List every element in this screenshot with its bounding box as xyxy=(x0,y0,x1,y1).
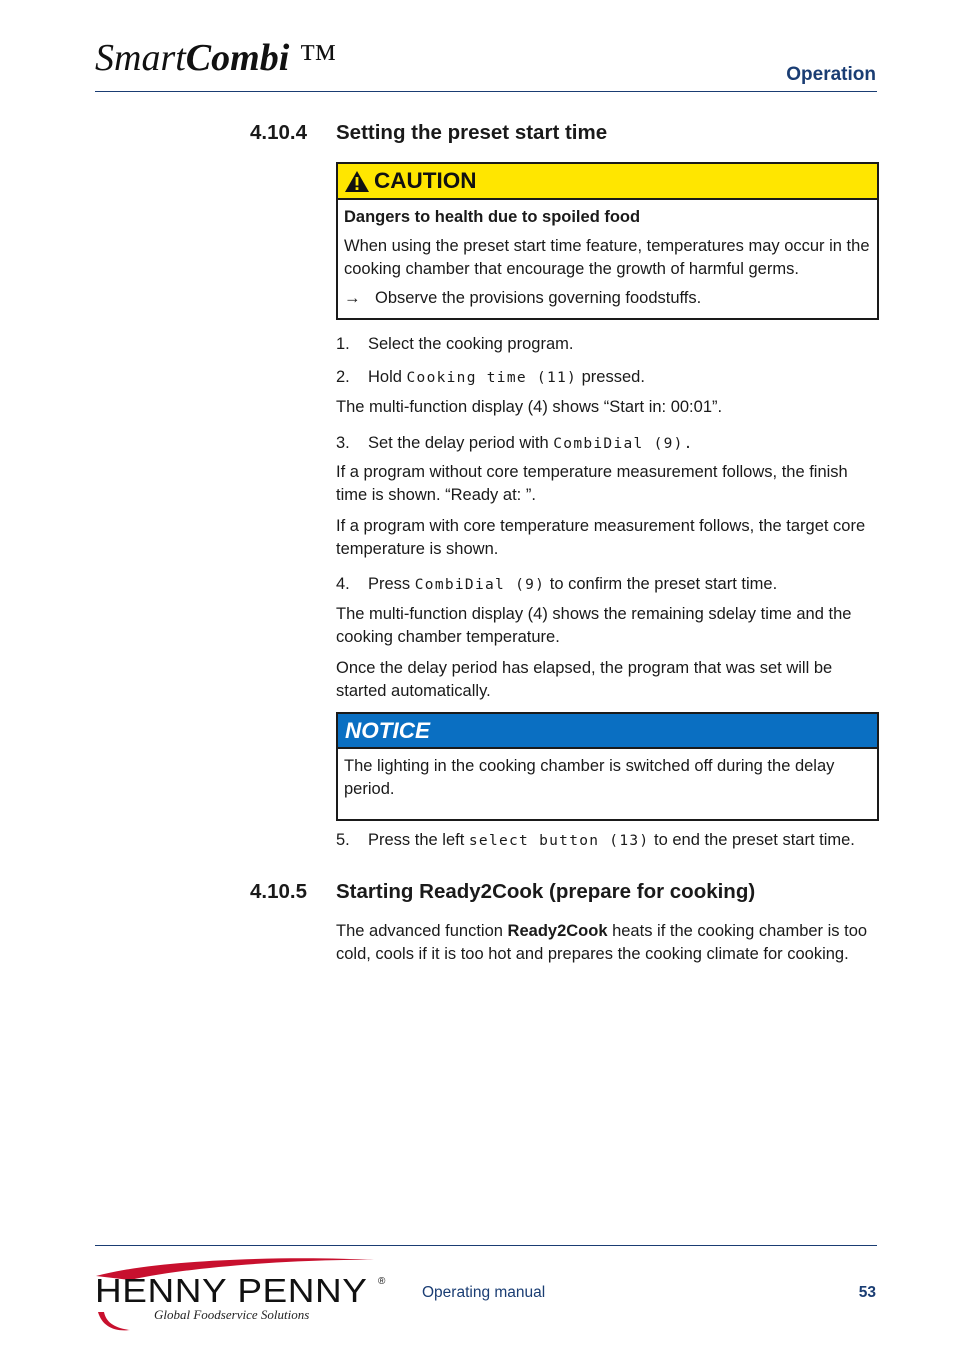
caution-body xyxy=(338,200,877,318)
notice-box xyxy=(336,712,879,821)
step-5 xyxy=(336,829,881,852)
step-3 xyxy=(336,432,881,455)
step-3-note-b: If a program with core temperature measurement follows, the target core temperature is shown. xyxy=(336,517,866,558)
page-number: 53 xyxy=(858,1284,876,1301)
section-title: Setting the preset start time xyxy=(336,121,608,144)
step-number: 3. xyxy=(336,434,350,452)
notice-body xyxy=(338,749,877,819)
control-reference: CombiDial (9). xyxy=(553,436,694,452)
step-number: 4. xyxy=(336,575,350,593)
caution-instruction-row xyxy=(344,287,871,310)
caution-heading: Dangers to health due to spoiled food xyxy=(344,208,641,226)
step-4-note-b: Once the delay period has elapsed, the program that was set will be started automatically. xyxy=(336,659,833,700)
step-4 xyxy=(336,573,881,596)
caution-title: CAUTION xyxy=(374,168,477,193)
control-reference: select button (13) xyxy=(468,833,650,849)
caution-text: When using the preset start time feature, temperatures may occur in the cooking chamber that encourage the growth of harmful germs. xyxy=(344,237,870,278)
logo-wordmark: HENNY PENNY xyxy=(95,1272,368,1309)
step-text: Hold xyxy=(368,368,407,386)
step-number: 2. xyxy=(336,368,350,386)
registered-mark: ® xyxy=(378,1276,386,1287)
ready2cook-paragraph xyxy=(336,920,881,965)
footer-manual-label: Operating manual xyxy=(422,1284,546,1301)
step-number: 5. xyxy=(336,831,350,849)
feature-name: Ready2Cook xyxy=(507,922,608,940)
notice-title: NOTICE xyxy=(345,717,431,743)
paragraph-text: The advanced function xyxy=(336,922,508,940)
step-number: 1. xyxy=(336,335,350,353)
control-reference: Cooking time (11) xyxy=(406,370,578,386)
henny-penny-logo xyxy=(92,1256,392,1334)
step-text: to end the preset start time. xyxy=(649,831,855,849)
step-text: Select the cooking program. xyxy=(368,335,574,353)
step-2 xyxy=(336,366,881,389)
section-heading-4-10-5 xyxy=(250,880,755,904)
step-3-note-a: If a program without core temperature measurement follows, the finish time is shown. “Ready at: ”. xyxy=(336,463,848,504)
warning-triangle-icon xyxy=(344,170,370,193)
control-reference: CombiDial (9) xyxy=(414,577,546,593)
caution-instruction: Observe the provisions governing foodstuffs. xyxy=(375,289,702,307)
step-1 xyxy=(336,333,881,355)
section-number: 4.10.4 xyxy=(250,121,307,144)
logo-tagline: Global Foodservice Solutions xyxy=(154,1307,310,1322)
paragraph-text: heats if the cooking chamber is too cold, cools if it is too hot and prepares the cooking climate for cooking. xyxy=(336,922,868,963)
section-title: Starting Ready2Cook (prepare for cooking) xyxy=(336,880,756,903)
step-2-note: The multi-function display (4) shows “Start in: 00:01”. xyxy=(336,398,723,416)
step-text: Set the delay period with xyxy=(368,434,554,452)
caution-header xyxy=(338,164,877,200)
notice-header xyxy=(338,714,877,749)
section-number: 4.10.5 xyxy=(250,880,307,903)
brand-title: SmartCombi ™ xyxy=(95,37,337,79)
step-text: Press the left xyxy=(368,831,469,849)
arrow-right-icon: → xyxy=(344,289,361,307)
footer-rule xyxy=(95,1245,877,1246)
section-label: Operation xyxy=(786,64,876,85)
step-text: Press xyxy=(368,575,415,593)
step-text: pressed. xyxy=(577,368,645,386)
caution-box xyxy=(336,162,879,320)
step-4-note-a: The multi-function display (4) shows the remaining sdelay time and the cooking chamber temperature. xyxy=(336,605,852,646)
notice-text: The lighting in the cooking chamber is switched off during the delay period. xyxy=(344,757,835,798)
step-text: to confirm the preset start time. xyxy=(545,575,778,593)
section-heading-4-10-4 xyxy=(250,121,607,145)
header-rule xyxy=(95,91,877,92)
